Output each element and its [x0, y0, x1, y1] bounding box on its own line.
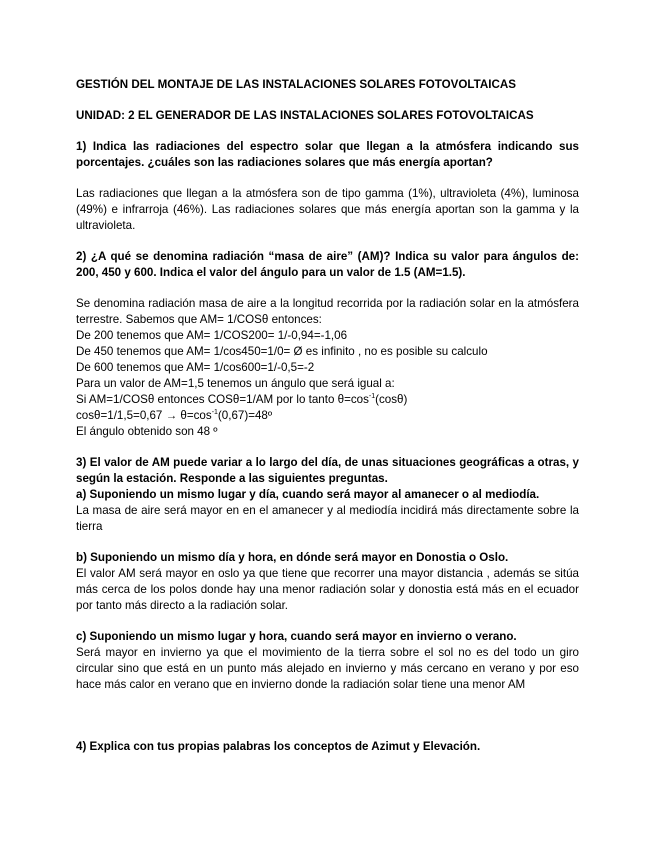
unit-title: UNIDAD: 2 EL GENERADOR DE LAS INSTALACIONES SOLARES FOTOVOLTAICAS: [76, 109, 534, 122]
answer-2-lines: [76, 328, 579, 440]
answer-3a: La masa de aire será mayor en en el amanecer y al mediodía incidirá más directamente sobre la tierra: [76, 504, 579, 533]
spacer: [76, 281, 579, 296]
spacer: [76, 535, 579, 550]
question-3c: c) Suponiendo un mismo lugar y hora, cuando será mayor en invierno o verano.: [76, 630, 517, 643]
calc-text-a: cosθ=1/1,5=0,67 → θ=cos: [76, 409, 212, 422]
formula-superscript: -1: [368, 393, 376, 401]
calc-text-b: (0,67)=48º: [217, 409, 273, 422]
answer-3b: El valor AM será mayor en oslo ya que tiene que recorrer una mayor distancia , además se sitúa más cerca de los polos donde hay una menor radiación solar y donostia está más en el ecuador por tanto más directo a la radiación solar.: [76, 567, 579, 612]
formula-text-b: (cosθ): [375, 393, 408, 406]
question-3a: a) Suponiendo un mismo lugar y día, cuando será mayor al amanecer o al mediodía.: [76, 488, 540, 501]
answer-2-intro: Se denomina radiación masa de aire a la longitud recorrida por la radiación solar en la atmósfera terrestre. Sabemos que AM= 1/COSθ entonces:: [76, 297, 579, 326]
spacer: [76, 614, 579, 629]
answer-2-line-formula: [76, 392, 579, 408]
spacer: [76, 440, 579, 455]
answer-2-line-calc: [76, 408, 579, 424]
calc-superscript: -1: [211, 409, 218, 417]
document-content: [76, 77, 579, 755]
answer-2-line-600: De 600 tenemos que AM= 1/cos600=1/-0,5=-2: [76, 361, 315, 374]
answer-2-line-am15: Para un valor de AM=1,5 tenemos un ángulo que será igual a:: [76, 377, 395, 390]
spacer: [76, 124, 579, 139]
spacer: [76, 171, 579, 186]
answer-2-line-200: De 200 tenemos que AM= 1/COS200= 1/-0,94=-1,06: [76, 329, 348, 342]
question-1: 1) Indica las radiaciones del espectro solar que llegan a la atmósfera indicando sus porcentajes. ¿cuáles son las radiaciones solares que más energía aportan?: [76, 140, 579, 169]
question-2: 2) ¿A qué se denomina radiación “masa de aire” (AM)? Indica su valor para ángulos de: 200, 450 y 600. Indica el valor del ángulo para un valor de 1.5 (AM=1.5).: [76, 250, 579, 279]
question-3: 3) El valor de AM puede variar a lo largo del día, de unas situaciones geográficas a otras, y según la estación. Responde a las siguientes preguntas.: [76, 456, 579, 485]
course-title: GESTIÓN DEL MONTAJE DE LAS INSTALACIONES SOLARES FOTOVOLTAICAS: [76, 78, 516, 91]
answer-2-line-450: De 450 tenemos que AM= 1/cos450=1/0= Ø es infinito , no es posible su calculo: [76, 345, 488, 358]
answer-1: Las radiaciones que llegan a la atmósfera son de tipo gamma (1%), ultravioleta (4%), luminosa (49%) e infrarroja (46%). Las radiaciones solares que más energía aportan son la gamma y la ultravioleta.: [76, 187, 579, 232]
spacer: [76, 693, 579, 739]
answer-2-line-result: El ángulo obtenido son 48 º: [76, 425, 218, 438]
question-4: 4) Explica con tus propias palabras los conceptos de Azimut y Elevación.: [76, 740, 481, 753]
spacer: [76, 234, 579, 249]
formula-text-a: Si AM=1/COSθ entonces COSθ=1/AM por lo tanto θ=cos: [76, 393, 369, 406]
answer-3c: Será mayor en invierno ya que el movimiento de la tierra sobre el sol no es del todo un giro circular sino que está en un punto más alejado en invierno y más cercano en verano y por eso hace más calor en verano que en invierno donde la radiación solar tiene una menor AM: [76, 646, 579, 691]
question-3b: b) Suponiendo un mismo día y hora, en dónde será mayor en Donostia o Oslo.: [76, 551, 509, 564]
